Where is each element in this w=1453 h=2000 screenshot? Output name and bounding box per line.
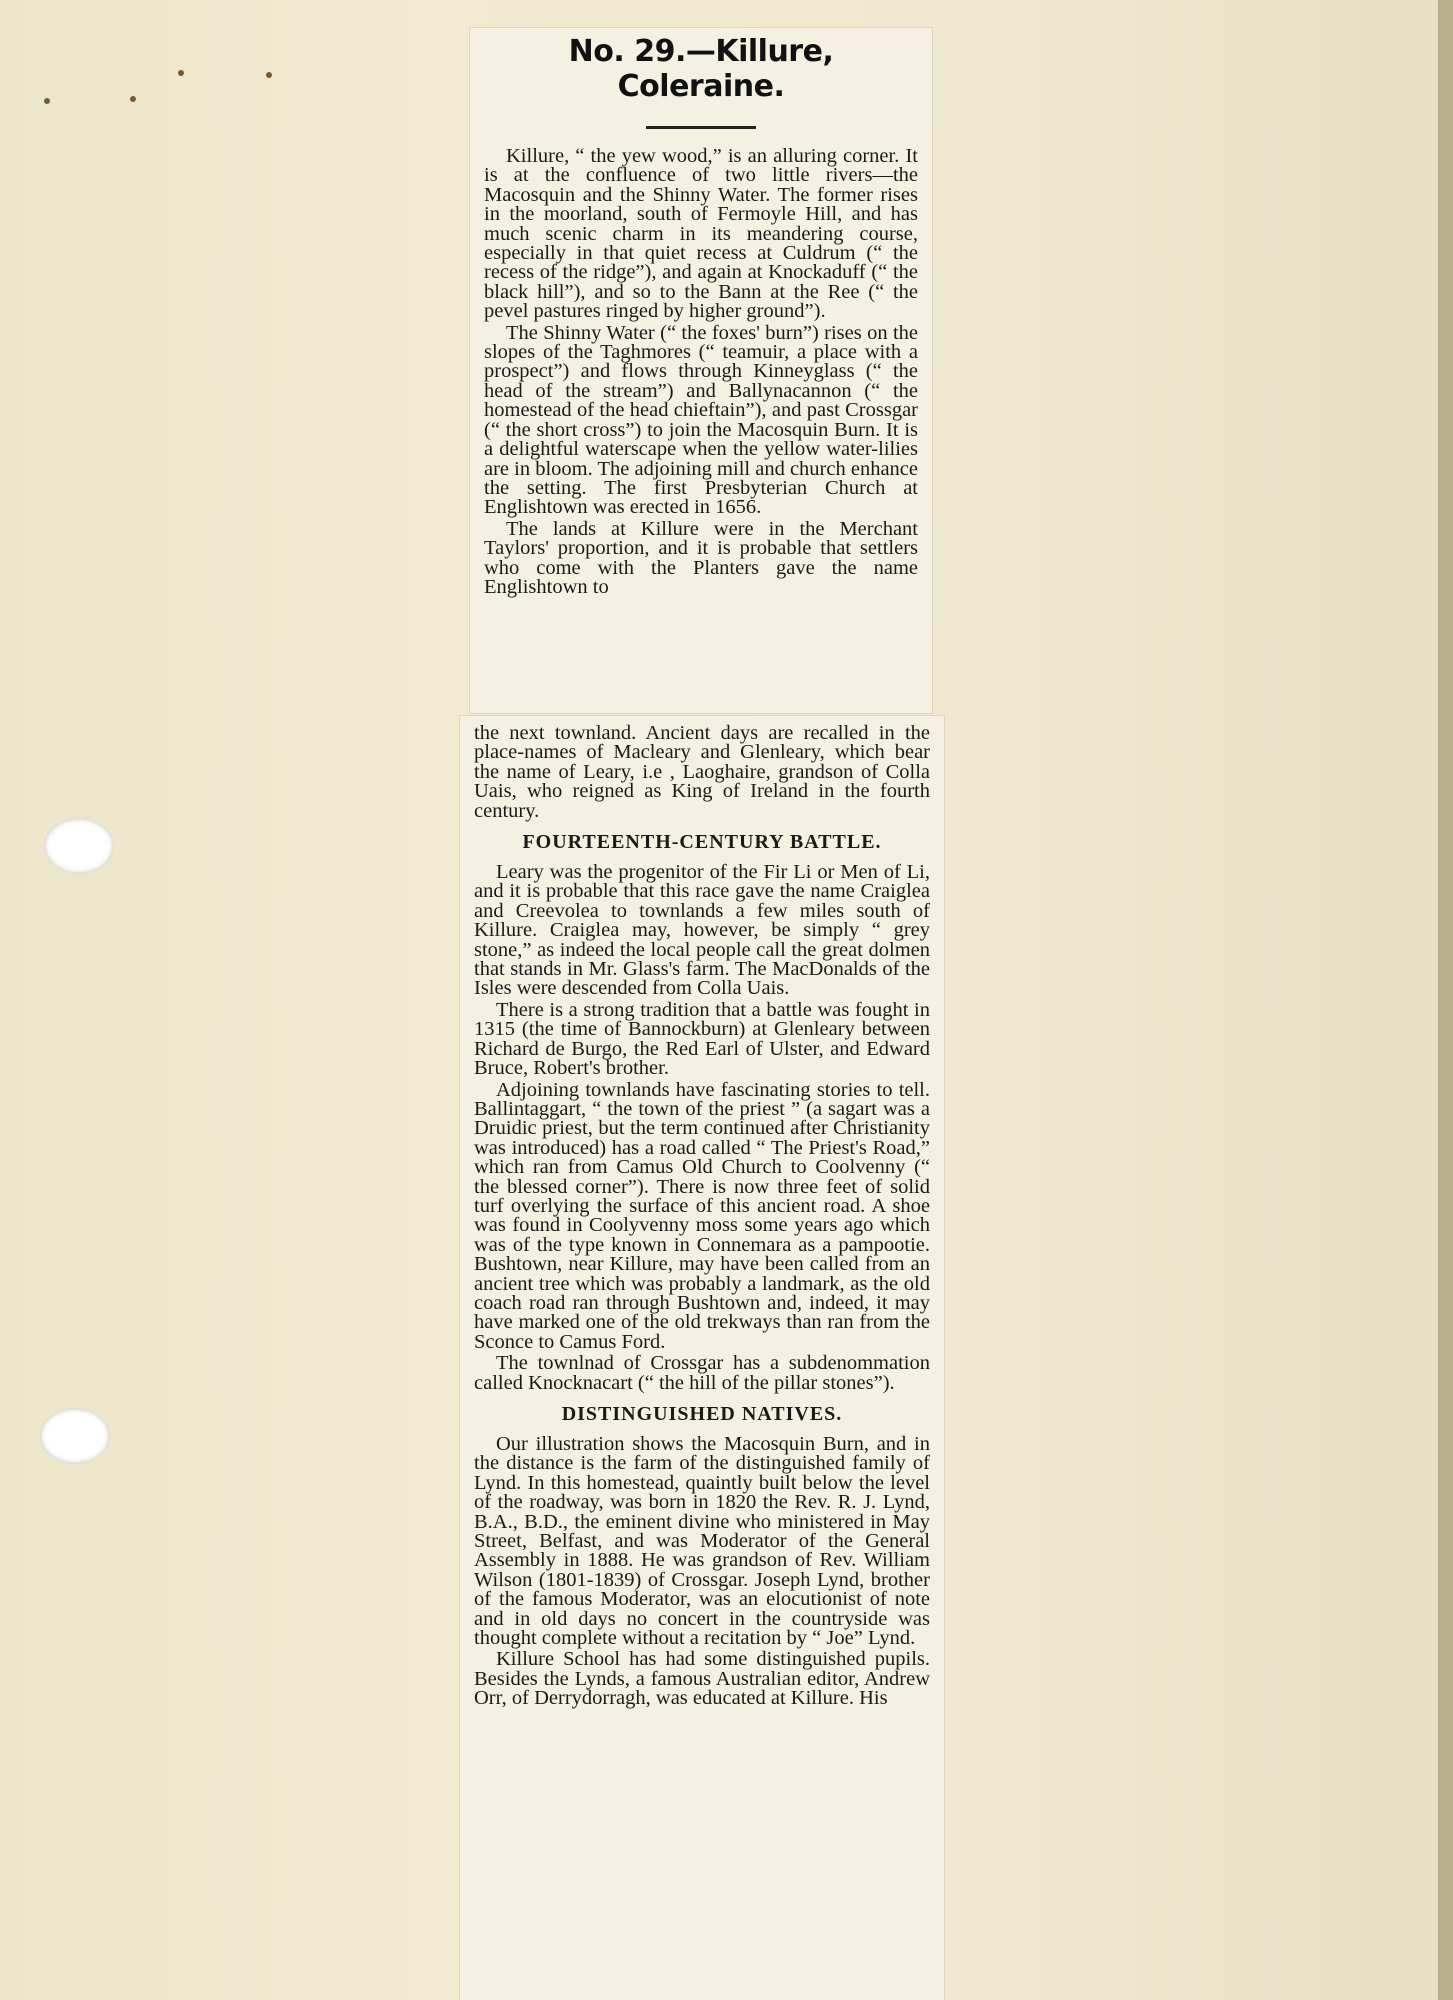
paragraph: The lands at Killure were in the Merchant Taylors' proportion, and it is probable that settlers who come with the Planters gave the name Englishtown to xyxy=(484,517,918,598)
paragraph: Leary was the progenitor of the Fir Li or Men of Li, and it is probable that this race gave the name Craiglea and Creevolea to townlands a few miles south of Killure. Craiglea may, however, be simply “ grey stone,” as indeed the local people call the great dolmen that stands in Mr. Glass's farm. The MacDonalds of the Isles were descended from Colla Uais. xyxy=(474,861,930,1000)
staple-mark xyxy=(266,72,272,78)
clipping-upper xyxy=(470,28,932,713)
clipping-lower xyxy=(460,716,944,2000)
paragraph: Adjoining townlands have fascinating stories to tell. Ballintaggart, “ the town of the priest ” (a sagart was a Druidic priest, but the term continued after Christianity was introduced) has a road called “ The Priest's Road,” which ran from Camus Old Church to Coolvenny (“ the blessed corner”). There is now three feet of solid turf overlying the surface of this ancient road. A shoe was found in Coolyvenny moss some years ago which was of the type known in Connemara as a pampootie. Bushtown, near Killure, may have been called from an ancient tree which was probably a landmark, as the old coach road ran through Bushtown and, indeed, it may have marked one of the old trekways than ran from the Sconce to Camus Ford. xyxy=(474,1078,930,1353)
punch-hole-upper xyxy=(44,818,114,874)
staple-mark xyxy=(44,98,50,104)
paragraph: Killure School has had some distinguished pupils. Besides the Lynds, a famous Australian editor, Andrew Orr, of Derrydorragh, was educated at Killure. His xyxy=(474,1648,930,1710)
staple-mark xyxy=(178,70,184,76)
paragraph: The townlnad of Crossgar has a subdenommation called Knocknacart (“ the hill of the pillar stones”). xyxy=(474,1352,930,1394)
headline: No. 29.—Killure, Coleraine. xyxy=(568,34,834,104)
paragraph: The Shinny Water (“ the foxes' burn”) rises on the slopes of the Taghmores (“ teamuir, a place with a prospect”) and flows through Kinneyglass (“ the head of the stream”) and Ballynacannon (“ the homestead of the head chieftain”), and past Crossgar (“ the short cross”) to join the Macosquin Burn. It is a delightful waterscape when the yellow water-lilies are in bloom. The adjoining mill and church enhance the setting. The first Presbyterian Church at Englishtown was erected in 1656. xyxy=(484,321,918,519)
paragraph: Our illustration shows the Macosquin Burn, and in the distance is the farm of the distinguished family of Lynd. In this homestead, quaintly built below the level of the roadway, was born in 1820 the Rev. R. J. Lynd, B.A., B.D., the eminent divine who ministered in May Street, Belfast, and was Moderator of the General Assembly in 1888. He was grandson of Rev. William Wilson (1801-1839) of Crossgar. Joseph Lynd, brother of the famous Moderator, was an elocutionist of note and in old days no concert in the countryside was thought complete without a recitation by “ Joe” Lynd. xyxy=(474,1433,930,1650)
paragraph: Killure, “ the yew wood,” is an alluring corner. It is at the confluence of two little rivers—the Macosquin and the Shinny Water. The former rises in the moorland, south of Fermoyle Hill, and has much scenic charm in its meandering course, especially in that quiet recess at Culdrum (“ the recess of the ridge”), and again at Knockaduff (“ the black hill”), and so to the Bann at the Ree (“ the pevel pastures ringed by higher ground”). xyxy=(484,145,918,323)
paragraph-continued: the next townland. Ancient days are recalled in the place-names of Macleary and Glenleary, which bear the name of Leary, i.e , Laoghaire, grandson of Colla Uais, who reigned as King of Ireland in the fourth century. xyxy=(474,722,930,822)
section-heading: DISTINGUISHED NATIVES. xyxy=(561,1403,843,1425)
headline-rule xyxy=(646,126,756,129)
staple-mark xyxy=(130,96,136,102)
paragraph: There is a strong tradition that a battle was fought in 1315 (the time of Bannockburn) at Glenleary between Richard de Burgo, the Red Earl of Ulster, and Edward Bruce, Robert's brother. xyxy=(474,998,930,1080)
punch-hole-lower xyxy=(40,1408,110,1464)
section-heading: FOURTEENTH-CENTURY BATTLE. xyxy=(522,831,882,854)
sheet-edge xyxy=(1438,0,1453,2000)
